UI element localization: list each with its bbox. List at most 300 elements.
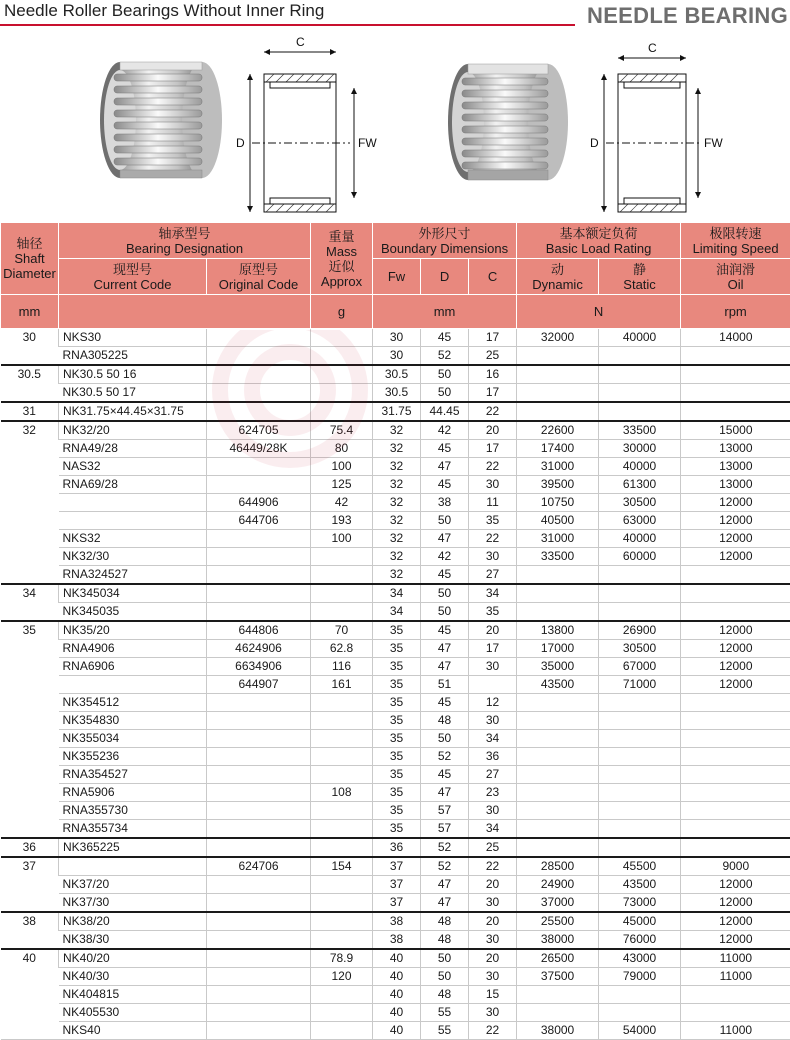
mass-cell [311,1004,373,1022]
mass-cell [311,748,373,766]
mass-cell [311,820,373,839]
d-cell: 45 [421,694,469,712]
table-row [1,421,790,440]
d-cell: 52 [421,748,469,766]
mass-cell [311,584,373,603]
c-cell: 22 [469,458,517,476]
oil-speed-cell: 13000 [681,476,790,494]
original-code-cell [207,603,311,622]
oil-speed-cell [681,820,790,839]
static-load-cell [599,402,681,421]
current-code-cell: NKS30 [59,329,207,347]
table-row [1,530,790,548]
table-row [1,566,790,585]
current-code-cell: NK38/20 [59,912,207,931]
mass-cell: 42 [311,494,373,512]
current-code-cell: NK32/20 [59,421,207,440]
dynamic-load-cell: 28500 [517,857,599,876]
original-code-cell: 6634906 [207,658,311,676]
table-row [1,476,790,494]
d-cell: 45 [421,566,469,585]
current-code-cell: NKS32 [59,530,207,548]
original-code-cell: 4624906 [207,640,311,658]
oil-speed-cell: 11000 [681,949,790,968]
c-cell: 30 [469,802,517,820]
shaft-diameter-cell: 31 [1,402,59,421]
bearing-photo-right [438,30,568,210]
static-load-cell: 63000 [599,512,681,530]
oil-speed-cell [681,384,790,403]
c-cell: 36 [469,748,517,766]
fw-cell: 30 [373,347,421,366]
mass-cell [311,712,373,730]
static-load-cell [599,694,681,712]
current-code-cell: RNA354527 [59,766,207,784]
dynamic-load-cell: 17400 [517,440,599,458]
dynamic-load-cell: 17000 [517,640,599,658]
shaft-diameter-cell: 38 [1,912,59,949]
d-cell: 50 [421,512,469,530]
fw-cell: 32 [373,566,421,585]
header-speed: 极限转速 Limiting Speed [681,223,790,259]
static-load-cell: 30500 [599,640,681,658]
current-code-cell: NK30.5 50 16 [59,365,207,384]
current-code-cell: NK345035 [59,603,207,622]
original-code-cell: 644907 [207,676,311,694]
header-c: C [469,259,517,295]
c-cell: 17 [469,440,517,458]
mass-cell: 75.4 [311,421,373,440]
original-code-cell [207,712,311,730]
unit-speed: rpm [681,295,790,329]
oil-speed-cell [681,802,790,820]
table-row [1,894,790,913]
d-cell: 57 [421,802,469,820]
oil-speed-cell: 9000 [681,857,790,876]
fw-cell: 40 [373,986,421,1004]
current-code-cell: RNA355730 [59,802,207,820]
d-cell: 45 [421,329,469,347]
static-load-cell: 71000 [599,676,681,694]
table-row [1,384,790,403]
fw-cell: 32 [373,512,421,530]
fw-cell: 37 [373,876,421,894]
current-code-cell: NK354830 [59,712,207,730]
mass-cell [311,730,373,748]
fw-cell: 32 [373,440,421,458]
current-code-cell: NK354512 [59,694,207,712]
fw-cell: 32 [373,421,421,440]
c-cell: 20 [469,421,517,440]
original-code-cell [207,584,311,603]
header-designation: 轴承型号 Bearing Designation [59,223,311,259]
fw-cell: 30.5 [373,365,421,384]
c-cell: 35 [469,512,517,530]
dynamic-load-cell: 38000 [517,931,599,950]
d-cell: 45 [421,476,469,494]
mass-cell [311,838,373,857]
dynamic-load-cell: 24900 [517,876,599,894]
table-row [1,658,790,676]
oil-speed-cell [681,566,790,585]
dynamic-load-cell [517,820,599,839]
mass-cell: 80 [311,440,373,458]
unit-boundary: mm [373,295,517,329]
table-row [1,766,790,784]
table-row [1,329,790,347]
c-cell: 35 [469,603,517,622]
oil-speed-cell: 13000 [681,458,790,476]
original-code-cell [207,1022,311,1040]
dim-c-label: C [648,41,657,55]
original-code-cell [207,384,311,403]
mass-cell [311,694,373,712]
bearing-photo-left [92,30,222,210]
oil-speed-cell [681,730,790,748]
d-cell: 48 [421,931,469,950]
original-code-cell [207,530,311,548]
d-cell: 48 [421,912,469,931]
d-cell: 50 [421,365,469,384]
c-cell: 11 [469,494,517,512]
dynamic-load-cell [517,748,599,766]
shaft-diameter-cell: 37 [1,857,59,912]
current-code-cell: NK404815 [59,986,207,1004]
static-load-cell: 33500 [599,421,681,440]
static-load-cell [599,986,681,1004]
dynamic-load-cell [517,402,599,421]
d-cell: 55 [421,1022,469,1040]
oil-speed-cell: 12000 [681,494,790,512]
static-load-cell: 43000 [599,949,681,968]
c-cell: 17 [469,384,517,403]
oil-speed-cell [681,402,790,421]
table-row [1,1004,790,1022]
dynamic-load-cell: 37500 [517,968,599,986]
original-code-cell [207,365,311,384]
fw-cell: 35 [373,712,421,730]
original-code-cell [207,347,311,366]
oil-speed-cell: 11000 [681,968,790,986]
title-rule [0,24,575,26]
static-load-cell: 40000 [599,458,681,476]
fw-cell: 36 [373,838,421,857]
d-cell: 50 [421,584,469,603]
oil-speed-cell [681,347,790,366]
oil-speed-cell: 12000 [681,621,790,640]
c-cell: 30 [469,894,517,913]
header-static: 静 Static [599,259,681,295]
shaft-diameter-cell: 35 [1,621,59,838]
original-code-cell [207,838,311,857]
original-code-cell: 644806 [207,621,311,640]
shaft-diameter-cell: 40 [1,949,59,1040]
fw-cell: 32 [373,476,421,494]
mass-cell [311,802,373,820]
table-row [1,748,790,766]
c-cell: 25 [469,347,517,366]
original-code-cell [207,1004,311,1022]
original-code-cell [207,986,311,1004]
table-row [1,458,790,476]
table-row [1,949,790,968]
oil-speed-cell [681,838,790,857]
static-load-cell [599,584,681,603]
mass-cell: 125 [311,476,373,494]
current-code-cell: RNA69/28 [59,476,207,494]
fw-cell: 38 [373,931,421,950]
dynamic-load-cell [517,584,599,603]
static-load-cell: 67000 [599,658,681,676]
d-cell: 45 [421,766,469,784]
table-row [1,676,790,694]
d-cell: 48 [421,986,469,1004]
static-load-cell: 45500 [599,857,681,876]
mass-cell [311,566,373,585]
dynamic-load-cell [517,802,599,820]
spec-table-body [1,329,790,1040]
fw-cell: 32 [373,458,421,476]
unit-designation [59,295,311,329]
original-code-cell: 644906 [207,494,311,512]
current-code-cell: NK35/20 [59,621,207,640]
fw-cell: 35 [373,694,421,712]
page-title: Needle Roller Bearings Without Inner Ring [4,1,325,20]
static-load-cell: 26900 [599,621,681,640]
fw-cell: 35 [373,621,421,640]
original-code-cell [207,694,311,712]
original-code-cell [207,458,311,476]
mass-cell: 62.8 [311,640,373,658]
static-load-cell: 73000 [599,894,681,913]
d-cell: 51 [421,676,469,694]
static-load-cell: 61300 [599,476,681,494]
oil-speed-cell [681,694,790,712]
d-cell: 50 [421,603,469,622]
c-cell: 30 [469,931,517,950]
d-cell: 45 [421,440,469,458]
mass-cell: 108 [311,784,373,802]
static-load-cell: 60000 [599,548,681,566]
table-row [1,730,790,748]
original-code-cell [207,784,311,802]
current-code-cell: RNA305225 [59,347,207,366]
dynamic-load-cell: 38000 [517,1022,599,1040]
mass-cell [311,766,373,784]
oil-speed-cell [681,365,790,384]
d-cell: 47 [421,894,469,913]
d-cell: 42 [421,548,469,566]
oil-speed-cell: 12000 [681,530,790,548]
current-code-cell: NK30.5 50 17 [59,384,207,403]
original-code-cell [207,548,311,566]
dim-d-label: D [590,136,599,150]
original-code-cell [207,329,311,347]
section-drawing-right [578,30,738,220]
mass-cell: 193 [311,512,373,530]
header-boundary: 外形尺寸 Boundary Dimensions [373,223,517,259]
mass-cell [311,402,373,421]
mass-cell [311,548,373,566]
current-code-cell [59,512,207,530]
mass-cell: 100 [311,458,373,476]
c-cell: 34 [469,584,517,603]
dynamic-load-cell: 25500 [517,912,599,931]
shaft-diameter-cell: 30 [1,329,59,366]
c-cell: 20 [469,949,517,968]
c-cell: 20 [469,876,517,894]
dynamic-load-cell [517,784,599,802]
table-row [1,440,790,458]
d-cell: 44.45 [421,402,469,421]
oil-speed-cell [681,784,790,802]
section-drawing-left [230,30,390,220]
oil-speed-cell [681,603,790,622]
shaft-diameter-cell: 32 [1,421,59,584]
original-code-cell [207,949,311,968]
fw-cell: 35 [373,640,421,658]
dynamic-load-cell [517,712,599,730]
c-cell: 30 [469,658,517,676]
dynamic-load-cell: 26500 [517,949,599,968]
oil-speed-cell: 14000 [681,329,790,347]
current-code-cell: NAS32 [59,458,207,476]
current-code-cell: NK345034 [59,584,207,603]
original-code-cell: 624705 [207,421,311,440]
mass-cell [311,986,373,1004]
mass-cell: 161 [311,676,373,694]
mass-cell [311,876,373,894]
header-fw: Fw [373,259,421,295]
mass-cell: 70 [311,621,373,640]
current-code-cell: RNA5906 [59,784,207,802]
d-cell: 38 [421,494,469,512]
header-dynamic: 动 Dynamic [517,259,599,295]
oil-speed-cell: 12000 [681,931,790,950]
header-load: 基本额定负荷 Basic Load Rating [517,223,681,259]
table-row [1,876,790,894]
mass-cell: 120 [311,968,373,986]
current-code-cell: NK38/30 [59,931,207,950]
oil-speed-cell: 12000 [681,912,790,931]
fw-cell: 35 [373,820,421,839]
dynamic-load-cell: 35000 [517,658,599,676]
table-row [1,712,790,730]
static-load-cell [599,730,681,748]
static-load-cell [599,566,681,585]
dim-fw-label: FW [704,136,723,150]
mass-cell [311,894,373,913]
oil-speed-cell: 12000 [681,640,790,658]
original-code-cell: 644706 [207,512,311,530]
oil-speed-cell: 12000 [681,548,790,566]
oil-speed-cell: 12000 [681,876,790,894]
static-load-cell: 79000 [599,968,681,986]
dynamic-load-cell [517,566,599,585]
static-load-cell [599,365,681,384]
c-cell: 20 [469,912,517,931]
current-code-cell [59,494,207,512]
oil-speed-cell [681,986,790,1004]
static-load-cell: 45000 [599,912,681,931]
original-code-cell [207,802,311,820]
oil-speed-cell: 15000 [681,421,790,440]
original-code-cell [207,748,311,766]
fw-cell: 40 [373,1004,421,1022]
static-load-cell: 30000 [599,440,681,458]
shaft-diameter-cell: 36 [1,838,59,857]
dynamic-load-cell: 32000 [517,329,599,347]
current-code-cell: NK32/30 [59,548,207,566]
d-cell: 57 [421,820,469,839]
table-row [1,1022,790,1040]
bearing-spec-table [0,222,790,1040]
d-cell: 50 [421,730,469,748]
dynamic-load-cell [517,365,599,384]
original-code-cell [207,876,311,894]
current-code-cell [59,676,207,694]
c-cell: 17 [469,640,517,658]
original-code-cell [207,968,311,986]
shaft-diameter-cell: 34 [1,584,59,621]
fw-cell: 35 [373,658,421,676]
unit-shaft: mm [1,295,59,329]
static-load-cell: 40000 [599,329,681,347]
fw-cell: 35 [373,766,421,784]
c-cell: 27 [469,766,517,784]
header-mass: 重量 Mass 近似 Approx [311,223,373,295]
dynamic-load-cell: 37000 [517,894,599,913]
mass-cell: 116 [311,658,373,676]
fw-cell: 35 [373,784,421,802]
original-code-cell: 46449/28K [207,440,311,458]
table-row [1,931,790,950]
original-code-cell [207,730,311,748]
d-cell: 47 [421,458,469,476]
c-cell: 30 [469,548,517,566]
c-cell: 16 [469,365,517,384]
oil-speed-cell: 12000 [681,894,790,913]
dynamic-load-cell: 33500 [517,548,599,566]
original-code-cell [207,476,311,494]
dynamic-load-cell [517,1004,599,1022]
original-code-cell [207,402,311,421]
table-row [1,402,790,421]
static-load-cell: 43500 [599,876,681,894]
oil-speed-cell [681,712,790,730]
mass-cell: 78.9 [311,949,373,968]
c-cell: 34 [469,820,517,839]
d-cell: 50 [421,949,469,968]
static-load-cell [599,712,681,730]
static-load-cell [599,802,681,820]
c-cell: 15 [469,986,517,1004]
d-cell: 50 [421,968,469,986]
d-cell: 45 [421,621,469,640]
d-cell: 47 [421,658,469,676]
original-code-cell [207,766,311,784]
dynamic-load-cell [517,986,599,1004]
mass-cell [311,603,373,622]
static-load-cell: 54000 [599,1022,681,1040]
fw-cell: 35 [373,676,421,694]
table-row [1,347,790,366]
current-code-cell: NK31.75×44.45×31.75 [59,402,207,421]
dynamic-load-cell [517,694,599,712]
current-code-cell: RNA6906 [59,658,207,676]
c-cell: 25 [469,838,517,857]
current-code-cell: NK405530 [59,1004,207,1022]
